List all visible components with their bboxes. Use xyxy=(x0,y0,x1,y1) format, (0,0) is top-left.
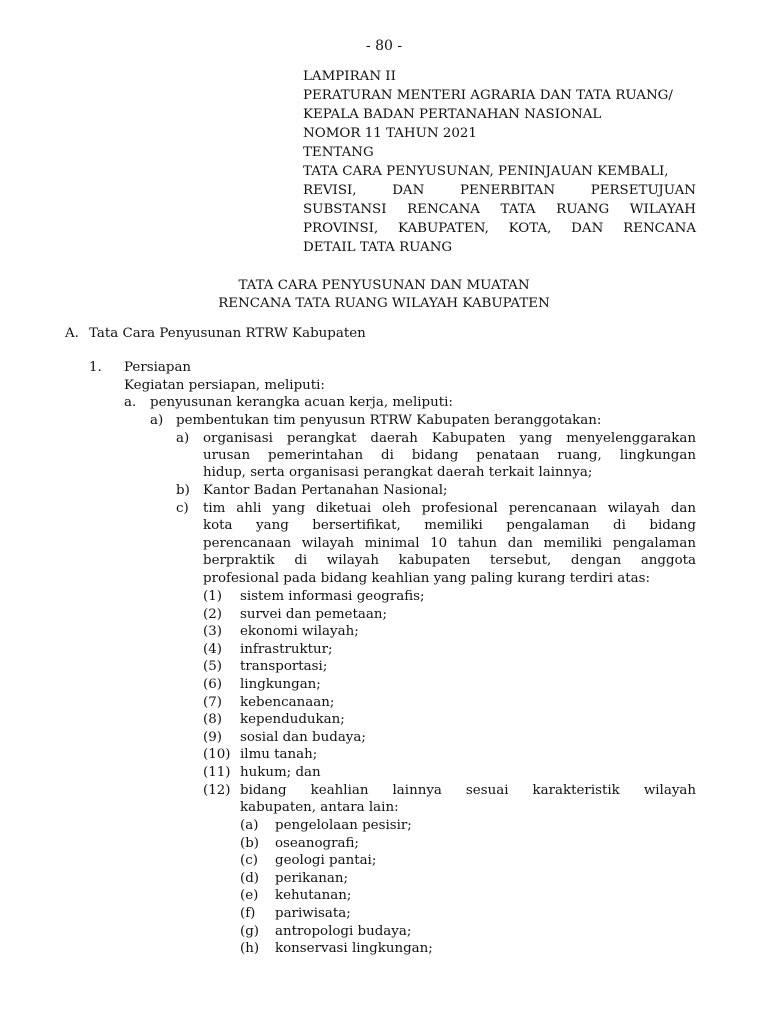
header-line: NOMOR 11 TAHUN 2021 xyxy=(303,126,477,141)
list-item: hukum; dan xyxy=(240,765,321,780)
member-text: hidup, serta organisasi perangkat daerah terkait lainnya; xyxy=(203,465,593,480)
list-item: lingkungan; xyxy=(240,677,321,692)
list-number: (11) xyxy=(203,765,231,780)
header-line: TENTANG xyxy=(303,145,374,160)
list-item-continued: kabupaten, antara lain: xyxy=(240,800,399,815)
section-heading: Tata Cara Penyusunan RTRW Kabupaten xyxy=(89,326,366,341)
list-item: sosial dan budaya; xyxy=(240,730,366,745)
sublist-item: pengelolaan pesisir; xyxy=(275,818,412,833)
header-line: KEPALA BADAN PERTANAHAN NASIONAL xyxy=(303,107,602,122)
member-text: organisasi perangkat daerah Kabupaten yang menyelenggarakan xyxy=(203,431,696,446)
list-number: (2) xyxy=(203,607,222,622)
sublist-number: (d) xyxy=(240,871,260,886)
sublist-number: (c) xyxy=(240,853,258,868)
list-number: (1) xyxy=(203,589,222,604)
member-text: urusan pemerintahan di bidang penataan ruang, lingkungan xyxy=(203,448,696,463)
list-number: (6) xyxy=(203,677,222,692)
header-line: PROVINSI, KABUPATEN, KOTA, DAN RENCANA xyxy=(303,221,696,236)
item-title: Persiapan xyxy=(124,360,192,375)
sublist-number: (b) xyxy=(240,836,260,851)
header-line: LAMPIRAN II xyxy=(303,69,396,84)
sublist-item: antropologi budaya; xyxy=(275,924,412,939)
section-label: A. xyxy=(65,326,79,341)
list-number: (7) xyxy=(203,695,222,710)
document-title-line-1: TATA CARA PENYUSUNAN DAN MUATAN xyxy=(238,278,530,293)
member-text: tim ahli yang diketuai oleh profesional perencanaan wilayah dan xyxy=(203,501,696,516)
list-number: (10) xyxy=(203,747,231,762)
sublist-item: geologi pantai; xyxy=(275,853,377,868)
header-line: REVISI, DAN PENERBITAN PERSETUJUAN xyxy=(303,183,696,198)
member-text: perencanaan wilayah minimal 10 tahun dan memiliki pengalaman xyxy=(203,536,696,551)
document-header xyxy=(303,67,696,257)
header-line: SUBSTANSI RENCANA TATA RUANG WILAYAH xyxy=(303,202,696,217)
list-item: sistem informasi geografis; xyxy=(240,589,425,604)
sublist-number: (h) xyxy=(240,941,260,956)
page-number: - 80 - xyxy=(365,38,403,54)
list-item: ilmu tanah; xyxy=(240,747,318,762)
list-number: (8) xyxy=(203,712,222,727)
item-number: 1. xyxy=(89,360,102,375)
list-number: (12) xyxy=(203,783,231,798)
list-number: (4) xyxy=(203,642,222,657)
list-item: survei dan pemetaan; xyxy=(240,607,387,622)
list-item: ekonomi wilayah; xyxy=(240,624,359,639)
member-label: c) xyxy=(176,501,189,516)
member-label: b) xyxy=(176,483,190,498)
member-text: profesional pada bidang keahlian yang paling kurang terdiri atas: xyxy=(203,571,650,586)
sub-text: penyusunan kerangka acuan kerja, meliputi: xyxy=(150,395,453,410)
sublist-item: oseanografi; xyxy=(275,836,359,851)
item-intro: Kegiatan persiapan, meliputi: xyxy=(124,378,325,393)
header-line: DETAIL TATA RUANG xyxy=(303,240,453,255)
list-item: transportasi; xyxy=(240,659,328,674)
sublist-item: konservasi lingkungan; xyxy=(275,941,433,956)
header-line: PERATURAN MENTERI AGRARIA DAN TATA RUANG/ xyxy=(303,88,673,103)
member-text: berpraktik di wilayah kabupaten tersebut, dengan anggota xyxy=(203,553,696,568)
sublist-number: (a) xyxy=(240,818,259,833)
header-line: TATA CARA PENYUSUNAN, PENINJAUAN KEMBALI, xyxy=(303,164,669,179)
sub-label: a) xyxy=(150,413,164,428)
list-item: kebencanaan; xyxy=(240,695,335,710)
list-item: kependudukan; xyxy=(240,712,345,727)
list-number: (3) xyxy=(203,624,222,639)
document-title-line-2: RENCANA TATA RUANG WILAYAH KABUPATEN xyxy=(218,296,550,311)
sublist-number: (g) xyxy=(240,924,260,939)
list-item: infrastruktur; xyxy=(240,642,333,657)
sublist-number: (f) xyxy=(240,906,256,921)
sublist-item: perikanan; xyxy=(275,871,349,886)
member-text: kota yang bersertifikat, memiliki pengalaman di bidang xyxy=(203,518,696,533)
sublist-number: (e) xyxy=(240,888,259,903)
member-label: a) xyxy=(176,431,190,446)
list-item: bidang keahlian lainnya sesuai karakteristik wilayah xyxy=(240,783,696,798)
sublist-item: kehutanan; xyxy=(275,888,352,903)
sub-text: pembentukan tim penyusun RTRW Kabupaten beranggotakan: xyxy=(176,413,602,428)
list-number: (9) xyxy=(203,730,222,745)
list-number: (5) xyxy=(203,659,222,674)
sublist-item: pariwisata; xyxy=(275,906,351,921)
member-text: Kantor Badan Pertanahan Nasional; xyxy=(203,483,448,498)
sub-label: a. xyxy=(124,395,137,410)
